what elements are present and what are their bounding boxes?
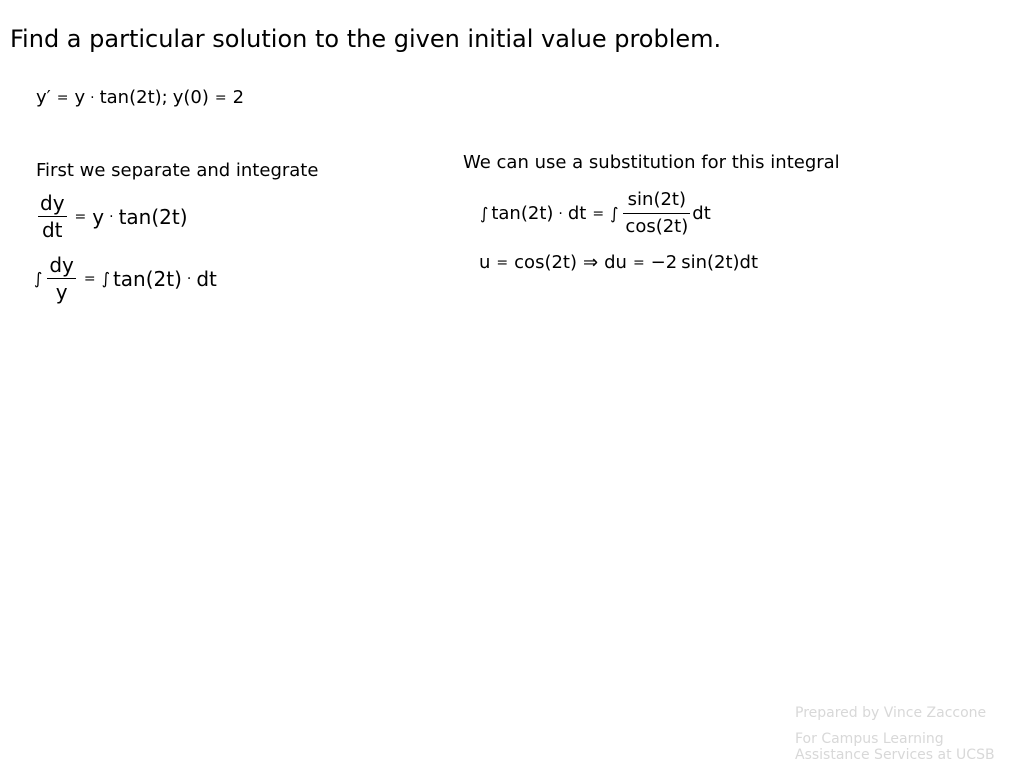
slide-title: Find a particular solution to the given initial value problem. <box>10 25 722 53</box>
equals-sign: = <box>496 255 509 271</box>
tan-term: tan(2t) <box>118 204 188 229</box>
dt-term: dt <box>196 266 217 291</box>
initial-value: 2 <box>232 87 245 108</box>
problem-equation <box>36 86 244 110</box>
sin-over-cos-fraction <box>623 187 690 240</box>
tan-term: tan(2t); <box>99 87 168 108</box>
equals-sign: = <box>592 205 605 222</box>
equals-sign: = <box>632 255 645 271</box>
initial-condition: y(0) <box>172 87 209 108</box>
separated-equation <box>36 190 188 243</box>
integrated-equation <box>34 252 217 305</box>
equals-sign: = <box>214 90 227 106</box>
denominator: y <box>55 280 68 304</box>
dot-operator: · <box>186 270 192 287</box>
integral-sign: ∫ <box>610 203 619 223</box>
integral-sign: ∫ <box>480 203 489 223</box>
footer-org-line-1: For Campus Learning <box>795 731 944 747</box>
coefficient: −2 <box>650 252 678 273</box>
dot-operator: · <box>109 208 114 225</box>
dot-operator: · <box>90 90 95 106</box>
cos-term: cos(2t) <box>514 252 577 273</box>
equals-sign: = <box>83 270 96 287</box>
dot-operator: · <box>558 205 563 222</box>
tan-term: tan(2t) <box>112 266 182 291</box>
equals-sign: = <box>74 208 87 225</box>
dy-over-y-fraction <box>47 252 76 305</box>
substitution-definition <box>479 251 758 275</box>
numerator: sin(2t) <box>627 189 687 210</box>
dt-term: dt <box>692 202 711 224</box>
denominator: cos(2t) <box>625 216 689 237</box>
integral-sign: ∫ <box>101 268 110 288</box>
du-term: du <box>604 252 627 273</box>
denominator: dt <box>41 218 63 242</box>
footer-org-line-2: Assistance Services at UCSB <box>795 747 995 763</box>
numerator: dy <box>40 191 65 215</box>
tan-term: tan(2t) <box>491 202 554 224</box>
integral-sign: ∫ <box>34 268 43 288</box>
numerator: dy <box>49 253 74 277</box>
substitution-integral <box>480 187 711 240</box>
y-prime: y′ <box>36 87 51 108</box>
sin-term: sin(2t)dt <box>681 252 759 273</box>
y-term: y <box>74 87 86 108</box>
implies-arrow-icon: ⇒ <box>583 252 599 273</box>
left-step-label: First we separate and integrate <box>36 160 319 181</box>
dt-term: dt <box>567 202 587 224</box>
right-step-label: We can use a substitution for this integral <box>463 152 840 173</box>
u-variable: u <box>479 252 491 273</box>
equals-sign: = <box>56 90 69 106</box>
y-term: y <box>92 204 105 229</box>
dy-dt-fraction <box>38 190 67 243</box>
footer-author: Prepared by Vince Zaccone <box>795 705 987 721</box>
